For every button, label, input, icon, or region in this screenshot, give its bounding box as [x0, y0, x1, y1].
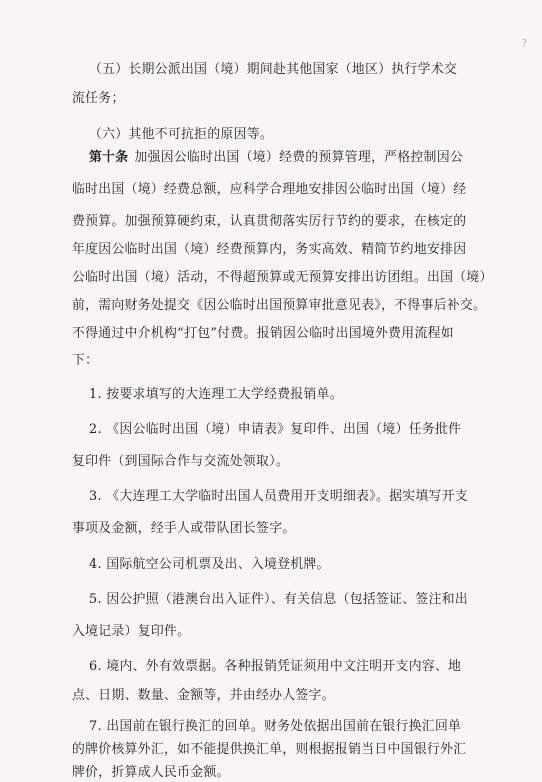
list-item-2-line-1: 2. 《因公临时出国（境）申请表》复印件、出国（境）任务批件	[89, 422, 462, 437]
article-10-line-4: 年度因公临时出国（境）经费预算内，务实高效、精简节约地安排因	[72, 242, 467, 257]
paragraph-5-line-1: （五）长期公派出国（境）期间赴其他国家（地区）执行学术交	[89, 62, 458, 77]
article-10-line-3: 费预算。加强预算硬约束，认真贯彻落实厉行节约的要求，在核定的	[72, 214, 467, 229]
list-item-5-line-2: 入境记录）复印件。	[72, 624, 191, 639]
list-item-2-line-2: 复印件（到国际合作与交流处领取）。	[72, 454, 290, 469]
article-10-title: 第十条	[89, 150, 129, 165]
article-10-line-6: 前，需向财务处提交《因公临时出国预算审批意见表》，不得事后补交。	[72, 298, 487, 313]
list-item-3-line-1: 3. 《大连理工大学临时出国人员费用开支明细表》。据实填写开支	[89, 489, 469, 504]
list-item-1: 1. 按要求填写的大连理工大学经费报销单。	[89, 387, 343, 402]
margin-question-mark: ?	[522, 39, 527, 49]
paragraph-5-line-2: 流任务；	[72, 91, 125, 106]
list-item-3-line-2: 事项及金额，经手人或带队团长签字。	[72, 521, 296, 536]
article-10-line-8: 下：	[72, 353, 99, 368]
paragraph-6-line-1: （六）其他不可抗拒的原因等。	[89, 127, 274, 142]
list-item-7-line-1: 7. 出国前在银行换汇的回单。财务处依据出国前在银行换汇回单	[89, 719, 462, 734]
list-item-6-line-1: 6. 境内、外有效票据。各种报销凭证须用中文注明开支内容、地	[89, 659, 462, 674]
list-item-6-line-2: 点、日期、数量、金额等，并由经办人签字。	[72, 688, 335, 703]
article-10-line-5: 公临时出国（境）活动，不得超预算或无预算安排出访团组。出国（境）	[72, 270, 493, 285]
article-10-first-line	[89, 149, 463, 167]
article-10-line-2: 临时出国（境）经费总额，应科学合理地安排因公临时出国（境）经	[72, 182, 467, 197]
list-item-5-line-1: 5. 因公护照（港澳台出入证件）、有关信息（包括签证、签注和出	[89, 592, 469, 607]
article-10-text: 加强因公临时出国（境）经费的预算管理，严格控制因公	[134, 150, 464, 165]
list-item-4: 4. 国际航空公司机票及出、入境登机牌。	[89, 557, 330, 572]
list-item-7-line-2: 的牌价核算外汇，如不能提供换汇单，则根据报销当日中国银行外汇	[72, 742, 467, 757]
article-10-line-7: 不得通过中介机构“打包”付费。报销因公临时出国境外费用流程如	[72, 326, 454, 341]
list-item-7-line-3: 牌价，折算成人民币金额。	[72, 765, 230, 780]
